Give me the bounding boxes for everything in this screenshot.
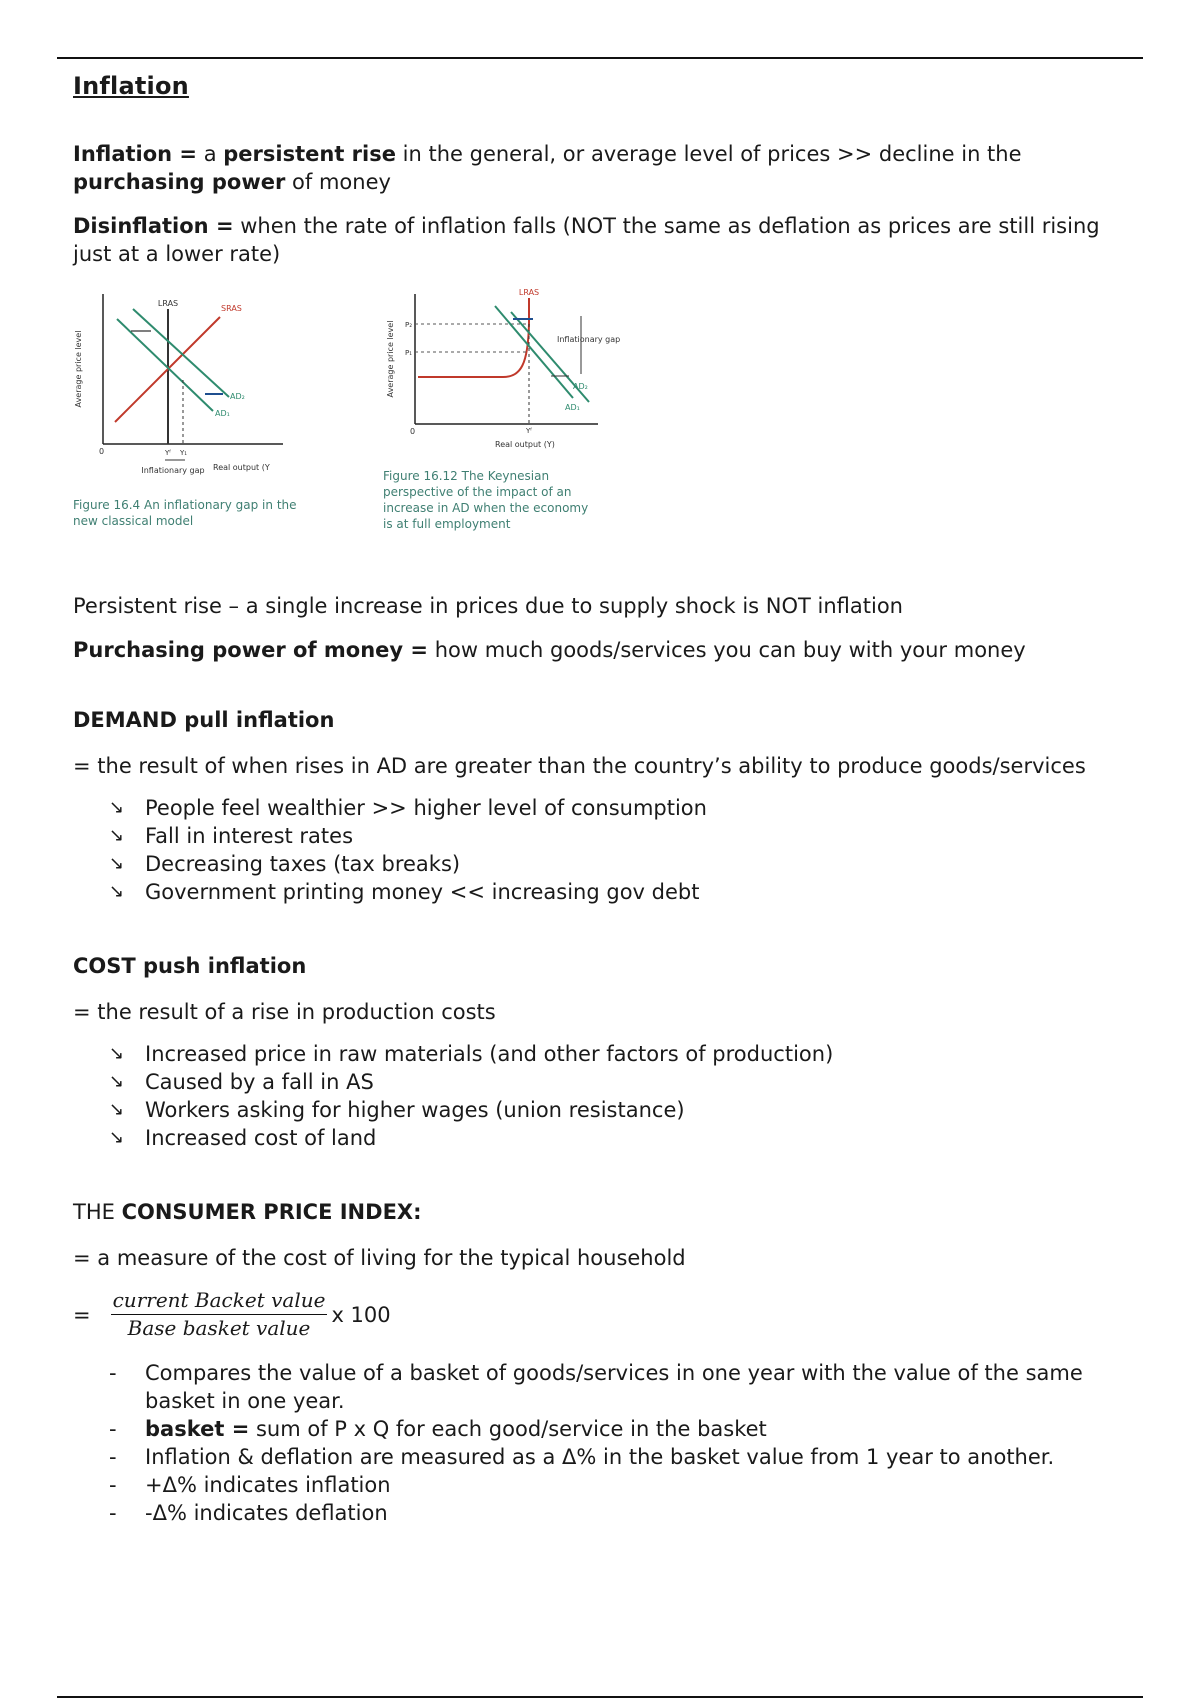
list-item: ↘ Fall in interest rates	[109, 824, 354, 848]
keynesian-diagram	[383, 284, 633, 459]
demand-pull-definition: = the result of when rises in AD are greater than the country’s ability to produce goods/services	[73, 754, 1086, 778]
list-item: ↘ Workers asking for higher wages (union resistance)	[109, 1098, 685, 1122]
ad1-label: AD₁	[215, 409, 230, 418]
disinflation-definition: Disinflation = when the rate of inflation falls (NOT the same as deflation as prices are still rising just at a lower rate)	[73, 214, 1100, 266]
figures	[73, 284, 1123, 534]
purchasing-power-definition: Purchasing power of money = how much goods/services you can buy with your money	[73, 638, 1026, 662]
inflation-definition: Inflation = a persistent rise in the general, or average level of prices >> decline in the purchasing power of money	[73, 142, 1022, 194]
list-item: ↘ Increased price in raw materials (and other factors of production)	[109, 1042, 834, 1066]
list-item: ↘ Caused by a fall in AS	[109, 1070, 374, 1094]
origin-label: 0	[99, 447, 105, 456]
list-item: - +Δ% indicates inflation	[109, 1473, 391, 1497]
cpi-list	[73, 1359, 1123, 1527]
list-item: ↘ Government printing money << increasing gov debt	[109, 880, 700, 904]
document-body	[73, 66, 1123, 1527]
svg-text:P₂: P₂	[405, 321, 413, 329]
denominator: Base basket value	[127, 1316, 311, 1340]
svg-text:Yᶠ: Yᶠ	[526, 427, 533, 435]
ad2-label: AD₂	[573, 382, 588, 391]
inflationary-gap-label: Inflationary gap	[141, 466, 205, 475]
figure-caption: Figure 16.12 The Keynesian perspective of the impact of an increase in AD when the economy is at full employment	[383, 469, 589, 531]
x-axis-label: Real output (Y	[213, 463, 270, 472]
arrow-bullet-icon: ↘	[109, 1043, 125, 1064]
cpi-formula: = $\frac{\text{current Backet value}}{\text{Base basket value}}$ x 100	[73, 1288, 391, 1340]
arrow-bullet-icon: ↘	[109, 853, 125, 874]
cost-push-list	[73, 1040, 1123, 1152]
page-title: Inflation	[73, 72, 189, 100]
inflationary-gap-diagram	[73, 284, 303, 484]
arrow-bullet-icon: ↘	[109, 1099, 125, 1120]
cost-push-definition: = the result of a rise in production costs	[73, 1000, 496, 1024]
lras-label: LRAS	[157, 299, 179, 308]
list-item: - basket = sum of P x Q for each good/service in the basket	[109, 1417, 767, 1441]
arrow-bullet-icon: ↘	[109, 881, 125, 902]
ad1-label: AD₁	[565, 403, 580, 412]
lras-label: LRAS	[518, 288, 540, 297]
x-axis-label: Real output (Y)	[495, 440, 555, 449]
list-item: - -Δ% indicates deflation	[109, 1501, 388, 1525]
arrow-bullet-icon: ↘	[109, 825, 125, 846]
cpi-definition: = a measure of the cost of living for the typical household	[73, 1246, 686, 1270]
top-rule	[57, 57, 1143, 59]
bottom-rule	[57, 1696, 1143, 1698]
y-axis-label: Average price level	[386, 320, 395, 398]
origin-label: 0	[410, 427, 416, 436]
demand-pull-list	[73, 794, 1123, 906]
list-item: - Inflation & deflation are measured as a Δ% in the basket value from 1 year to another.	[109, 1445, 1055, 1469]
cpi-heading: THE CONSUMER PRICE INDEX:	[73, 1200, 422, 1224]
svg-text:Y₁: Y₁	[180, 449, 188, 457]
svg-text:Yᶠ: Yᶠ	[165, 449, 172, 457]
list-item: ↘ People feel wealthier >> higher level of consumption	[109, 796, 707, 820]
sras-label: SRAS	[221, 304, 242, 313]
arrow-bullet-icon: ↘	[109, 1071, 125, 1092]
list-item: ↘ Increased cost of land	[109, 1126, 377, 1150]
list-item: ↘ Decreasing taxes (tax breaks)	[109, 852, 461, 876]
cost-push-heading: COST push inflation	[73, 954, 307, 978]
persistent-rise-note: Persistent rise – a single increase in prices due to supply shock is NOT inflation	[73, 594, 903, 618]
svg-text:P₁: P₁	[405, 349, 413, 357]
list-item: - Compares the value of a basket of goods/services in one year with the value of the same basket in one year.	[109, 1361, 1083, 1413]
numerator: current Backet value	[111, 1288, 328, 1315]
inflationary-gap-label: Inflationary gap	[557, 335, 621, 344]
fraction	[111, 1288, 328, 1341]
ad2-label: AD₂	[230, 392, 245, 401]
demand-pull-heading: DEMAND pull inflation	[73, 708, 335, 732]
figure-keynesian	[383, 284, 633, 532]
figure-new-classical	[73, 284, 303, 528]
y-axis-label: Average price level	[74, 330, 83, 408]
figure-caption: Figure 16.4 An inflationary gap in the new classical model	[73, 498, 297, 528]
arrow-bullet-icon: ↘	[109, 1127, 125, 1148]
multiplier: x 100	[331, 1302, 391, 1327]
arrow-bullet-icon: ↘	[109, 797, 125, 818]
